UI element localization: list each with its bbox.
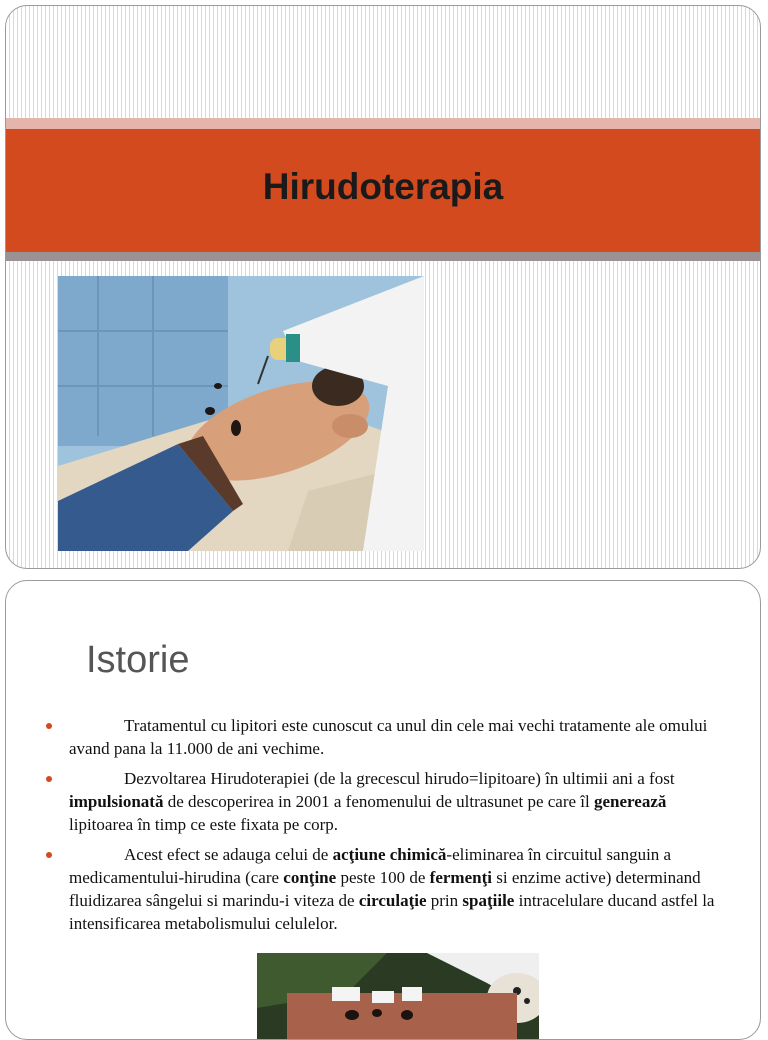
bullet-dot-icon	[46, 723, 52, 729]
bullet-emphasis: circulaţie	[358, 891, 427, 910]
bullet-emphasis: spaţiile	[462, 891, 515, 910]
accent-strip-top	[6, 118, 760, 129]
bullet-text: intracelulare ducand astfel la intensificarea metabolismului celulelor.	[69, 891, 715, 933]
bullet-emphasis: acţiune chimică	[332, 845, 447, 864]
title-slide	[5, 5, 761, 569]
section-heading: Istorie	[86, 639, 190, 681]
bullet-emphasis: fermenţi	[429, 868, 492, 887]
bullet-text: de descoperirea in 2001 a fenomenului de ultrasunet pe care îl	[163, 792, 594, 811]
leech-therapy-photo	[58, 276, 424, 551]
bullet-item	[6, 767, 761, 836]
bullet-item	[6, 714, 761, 760]
bullet-text: peste 100 de	[336, 868, 430, 887]
bullet-text: si enzime active) determinand fluidizarea sângelui si marindu-i viteza de	[69, 868, 701, 910]
bullet-text: lipitoarea în timp ce este fixata pe corp.	[69, 815, 339, 834]
bullet-list	[6, 714, 761, 942]
bullet-text: -eliminarea în circuitul sanguin a medicamentului-hirudina (care	[69, 845, 672, 887]
bullet-dot-icon	[46, 776, 52, 782]
bullet-text: Acest efect se adauga celui de	[124, 845, 333, 864]
bullet-text: Tratamentul cu lipitori este cunoscut ca unul din cele mai vechi tratamente ale omului avand pana la 11.000 de ani vechime.	[69, 716, 708, 758]
bullet-emphasis: generează	[593, 792, 667, 811]
slide-title: Hirudoterapia	[262, 166, 504, 207]
bullet-text: Dezvoltarea Hirudoterapiei (de la grecescul hirudo=lipitoare) în ultimii ani a fost	[124, 769, 675, 788]
bullet-item	[6, 843, 761, 935]
accent-strip-bottom	[6, 252, 760, 261]
leech-treatment-photo	[257, 953, 539, 1040]
history-slide	[5, 580, 761, 1040]
bullet-text: prin	[426, 891, 463, 910]
bullet-emphasis: conţine	[283, 868, 337, 887]
bullet-dot-icon	[46, 852, 52, 858]
bullet-emphasis: impulsionată	[69, 792, 164, 811]
